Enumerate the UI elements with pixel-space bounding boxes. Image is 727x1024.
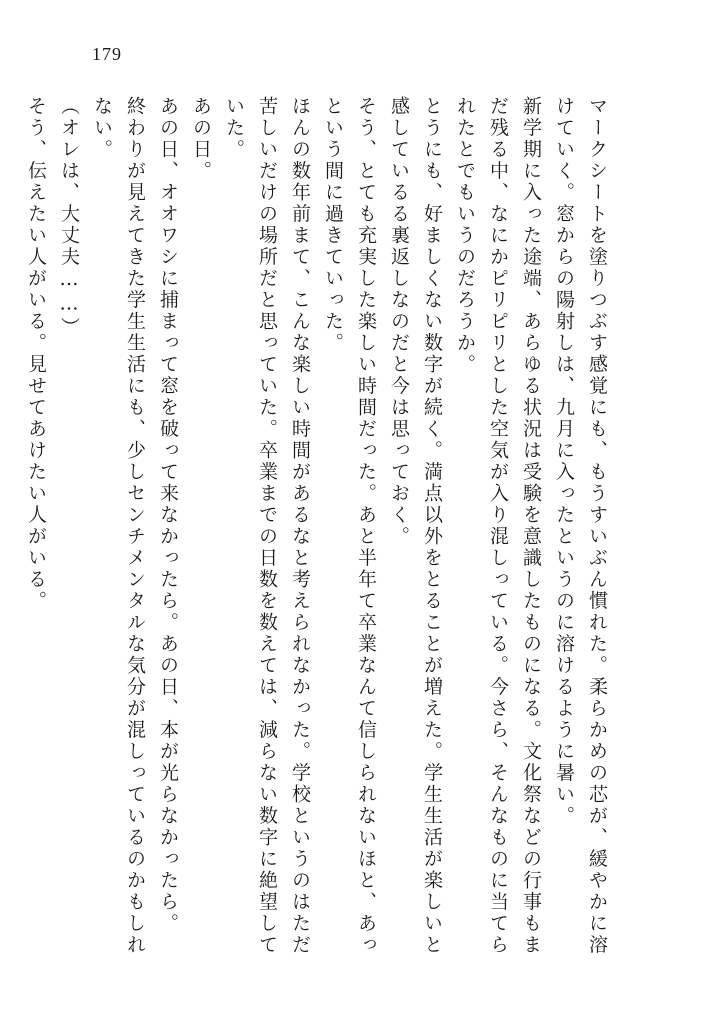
paragraph: そう、とても充実した楽しい時間だった。あと半年て卒業なんて信しられないほと、あっという間に過きていった。: [322, 96, 377, 956]
paragraph: とうにも、好ましくない数字が続く。満点以外をとることが増えた。学生生活が楽しいと感しているる裏返しなのだと今は思っておく。: [388, 96, 443, 956]
body-text: [25, 96, 613, 976]
paragraph: あの日、オオワシに捕まって窓を破って来なかったら。あの日、本が光らなかったら。: [157, 96, 179, 935]
paragraph: （オレは、大丈夫……）: [58, 96, 80, 339]
page-number: 179: [92, 44, 122, 64]
paragraph: 終わりが見えてきた学生生活にも、少しセンチメンタルな気分が混しっているのかもしれない。: [91, 96, 146, 956]
paragraph: そう、伝えたい人がいる。見せてあけたい人がいる。: [25, 96, 47, 612]
paragraph: ほんの数年前まて、こんな楽しい時間があるなと考えられなかった。学校というのはただ苦しいだけの場所だと思っていた。卒業までの日数を数えては、減らない数字に絶望していた。: [223, 96, 311, 956]
paragraph: 新学期に入った途端、あらゆる状況は受験を意識したものになる。文化祭などの行事もまだ残る中、なにかピリピリとした空気が入り混しっている。今さら、そんなものに当てられたとでもいうのだろうか。: [454, 96, 542, 956]
paragraph: マークシートを塗りつぶす感覚にも、もうすいぶん慣れた。柔らかめの芯が、緩やかに溶けていく。窓からの陽射しは、九月に入ったというのに溶けるように暑い。: [553, 96, 608, 956]
paragraph: あの日。: [190, 96, 212, 182]
